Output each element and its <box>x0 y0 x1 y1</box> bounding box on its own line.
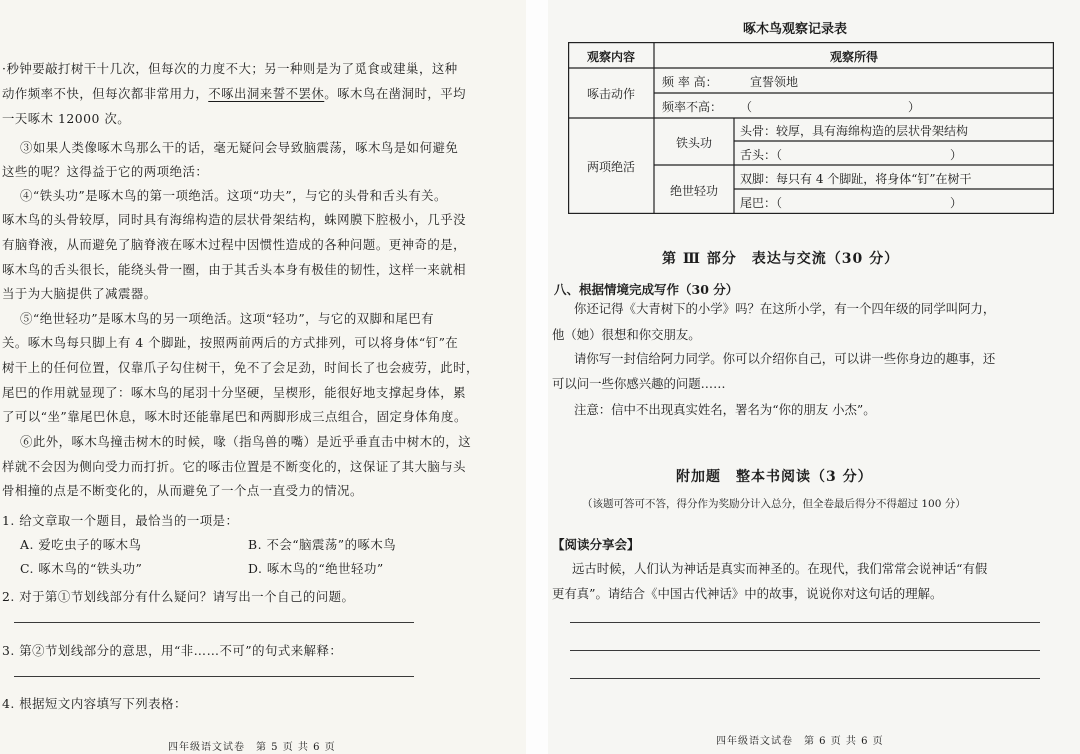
question-1: 1. 给文章取一个题目，最恰当的一项是： <box>2 513 239 528</box>
prompt-line: 请你写一封信给阿力同学。你可以介绍你自己，可以讲一些你身边的趣事，还 <box>574 351 996 366</box>
prompt-line: 你还记得《大青树下的小学》吗？在这所小学，有一个四年级的同学叫阿力， <box>574 301 996 316</box>
option-c: C. 啄木鸟的“铁头功” <box>20 561 143 576</box>
question-4: 4. 根据短文内容填写下列表格： <box>2 696 187 711</box>
option-d: D. 啄木鸟的“绝世轻功” <box>248 561 384 576</box>
right-page <box>548 0 1080 754</box>
part-3-title: 第 Ⅲ 部分 表达与交流（30 分） <box>662 251 900 267</box>
passage-line: 有脑脊液，从而避免了脑脊液在啄木过程中因惯性造成的各种问题。更神奇的是， <box>2 237 467 252</box>
cell-label: 频率不高： <box>662 100 723 114</box>
passage-line: ·秒钟要敲打树干十几次，但每次的力度不大；另一种则是为了觅食或建巢，这种 <box>2 61 458 76</box>
bonus-title: 附加题 整本书阅读（3 分） <box>676 469 873 485</box>
question-3: 3. 第②节划线部分的意思，用“非……不可”的句式来解释： <box>2 643 343 658</box>
prompt-line: 他（她）很想和你交朋友。 <box>552 327 701 342</box>
passage-line: 这些的呢？这得益于它的两项绝活： <box>2 164 209 179</box>
prompt-line: 可以问一些你感兴趣的问题…… <box>552 376 726 391</box>
share-line: 更有真”。请结合《中国古代神话》中的故事，说说你对这句话的理解。 <box>552 586 943 601</box>
cell-value: 双脚：每只有 4 个脚趾，将身体“钉”在树干 <box>740 172 972 186</box>
answer-line <box>570 650 1040 651</box>
answer-line <box>570 678 1040 679</box>
row-label: 啄击动作 <box>586 87 636 101</box>
passage-line: 骨相撞的点是不断变化的，从而避免了一个点一直受力的情况。 <box>2 483 363 498</box>
page-footer: 四年级语文试卷 第 5 页 共 6 页 <box>168 742 336 753</box>
option-a: A. 爱吃虫子的啄木鸟 <box>20 537 142 552</box>
question-2: 2. 对于第①节划线部分有什么疑问？请写出一个自己的问题。 <box>2 589 355 604</box>
passage-line: 了可以“坐”靠尾巴休息，啄木时还能靠尾巴和两脚形成三点组合，固定身体角度。 <box>2 409 467 424</box>
passage-line: 关。啄木鸟每只脚上有 4 个脚趾，按照两前两后的方式排列，可以将身体“钉”在 <box>2 335 459 350</box>
column-header: 观察所得 <box>829 50 879 64</box>
underlined-phrase: 不啄出洞来誓不罢休 <box>208 86 325 101</box>
passage-line: ④“铁头功”是啄木鸟的第一项绝活。这项“功夫”，与它的头骨和舌头有关。 <box>20 188 447 203</box>
answer-line <box>570 622 1040 623</box>
left-page <box>0 0 526 754</box>
passage-line: 啄木鸟的头骨较厚，同时具有海绵构造的层状骨架结构，蛛网膜下腔极小，几乎没 <box>2 212 467 227</box>
cell-label: 铁头功 <box>675 136 713 150</box>
page-footer: 四年级语文试卷 第 6 页 共 6 页 <box>716 736 884 747</box>
passage-line: 尾巴的作用就显现了：啄木鸟的尾羽十分坚硬，呈楔形，能很好地支撑起身体，累 <box>2 385 467 400</box>
cell-value: 宣誓领地 <box>750 75 799 89</box>
cell-label: 频 率 高： <box>662 75 718 89</box>
bonus-note: （该题可答可不答，得分作为奖励分计入总分，但全卷最后得分不得超过 100 分） <box>582 498 966 510</box>
blank-answer[interactable]: （ ） <box>740 100 921 114</box>
answer-line <box>14 622 414 623</box>
blank-answer[interactable]: 舌头：（ ） <box>740 148 963 162</box>
prompt-line: 注意：信中不出现真实姓名，署名为“你的朋友 小杰”。 <box>574 402 876 417</box>
answer-line <box>14 676 414 677</box>
question-8-title: 八、根据情境完成写作（30 分） <box>554 282 739 297</box>
passage-line: ⑤“绝世轻功”是啄木鸟的另一项绝活。这项“轻功”，与它的双脚和尾巴有 <box>20 311 435 326</box>
blank-answer[interactable]: 尾巴：（ ） <box>740 196 963 210</box>
table-title: 啄木鸟观察记录表 <box>743 22 848 37</box>
passage-line: 当于为大脑提供了减震器。 <box>2 286 157 301</box>
passage-line: ③如果人类像啄木鸟那么干的话，毫无疑问会导致脑震荡，啄木鸟是如何避免 <box>20 140 459 155</box>
column-header: 观察内容 <box>586 50 636 64</box>
row-label: 两项绝活 <box>586 160 636 174</box>
passage-line: 树干上的任何位置，仅靠爪子勾住树干，免不了会足劲，时间长了也会疲劳，此时， <box>2 360 479 375</box>
share-line: 远古时候，人们认为神话是真实而神圣的。在现代，我们常常会说神话“有假 <box>572 561 988 576</box>
cell-value: 头骨：较厚，具有海绵构造的层状骨架结构 <box>740 124 969 138</box>
option-b: B. 不会“脑震荡”的啄木鸟 <box>248 537 397 552</box>
passage-line: 动作频率不快，但每次都非常用力，不啄出洞来誓不罢休。啄木鸟在凿洞时，平均 <box>2 86 467 101</box>
passage-line: 啄木鸟的舌头很长，能绕头骨一圈，由于其舌头本身有极佳的韧性，这样一来就相 <box>2 262 467 277</box>
cell-label: 绝世轻功 <box>669 184 719 198</box>
passage-line: ⑥此外，啄木鸟撞击树木的时候，喙（指鸟兽的嘴）是近乎垂直击中树木的，这 <box>20 434 472 449</box>
observation-table <box>568 42 1054 214</box>
passage-line: 样就不会因为侧向受力而打折。它的啄击位置是不断变化的，这保证了其大脑与头 <box>2 459 467 474</box>
page-gutter <box>526 0 548 754</box>
passage-line: 一天啄木 12000 次。 <box>2 111 131 126</box>
share-title: 【阅读分享会】 <box>552 537 640 552</box>
